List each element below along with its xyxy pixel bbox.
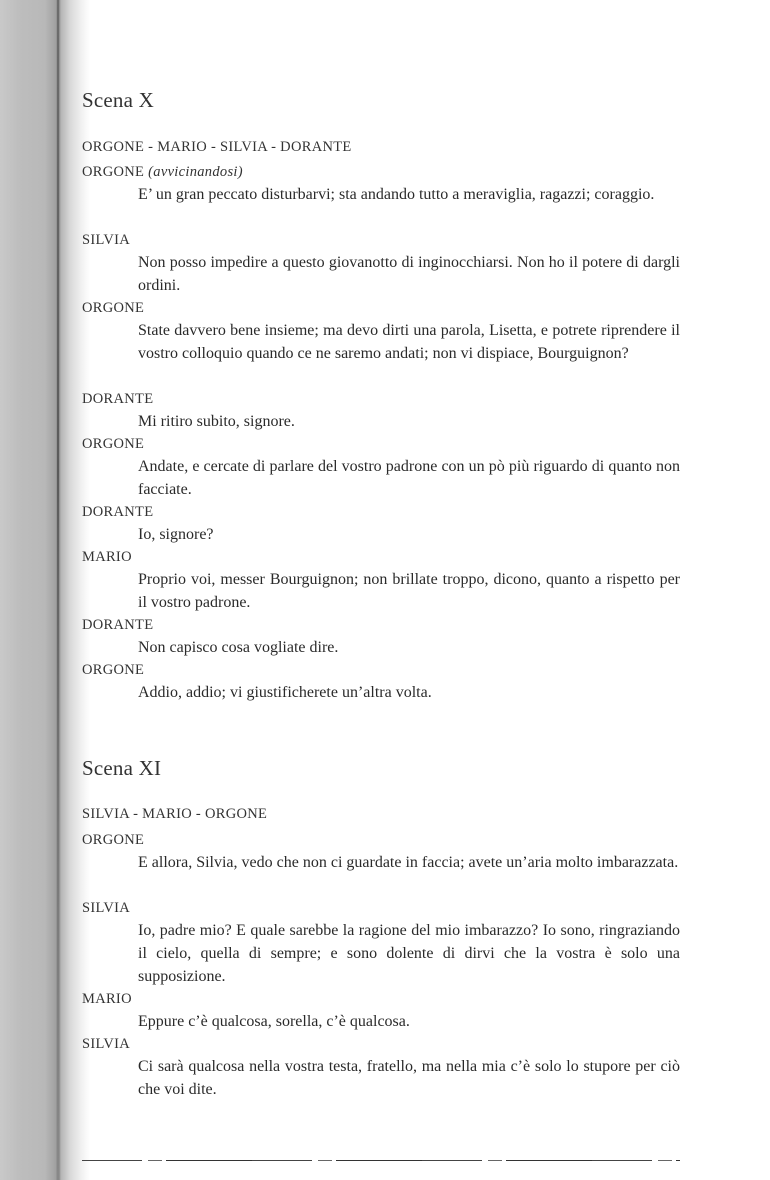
speaker-name: ORGONE <box>82 436 145 452</box>
speaker-name: ORGONE <box>82 662 145 678</box>
speaker-name: SILVIA <box>82 1036 130 1052</box>
speech-text: Andate, e cercate di parlare del vostro padrone con un pò più riguardo di quanto non facciate. <box>138 458 680 498</box>
speech-text: Io, padre mio? E quale sarebbe la ragione del mio imbarazzo? Io sono, ringraziando il cielo, quella di sempre; e sono dolente di dirvi che la vostra è solo una supposizione. <box>138 922 680 985</box>
speech-text: E allora, Silvia, vedo che non ci guardate in faccia; avete un’aria molto imbarazzata. <box>138 854 679 871</box>
stage-direction: (avvicinandosi) <box>148 164 243 180</box>
speech-text: Non posso impedire a questo giovanotto di inginocchiarsi. Non ho il potere di dargli ordini. <box>138 254 680 294</box>
speaker-name: ORGONE <box>82 300 145 316</box>
scene-title: Scena X <box>82 88 154 112</box>
book-gutter-line <box>57 0 59 1180</box>
speech-text: State davvero bene insieme; ma devo dirti una parola, Lisetta, e potrete riprendere il vostro colloquio quando ce ne saremo andati; non vi dispiace, Bourguignon? <box>138 322 680 362</box>
speech-text: Mi ritiro subito, signore. <box>138 413 295 430</box>
speaker-name: DORANTE <box>82 617 154 633</box>
speech-text: Io, signore? <box>138 526 214 543</box>
speaker-name: DORANTE <box>82 504 154 520</box>
footer-rule <box>82 1160 680 1161</box>
speech-text: E’ un gran peccato disturbarvi; sta andando tutto a meraviglia, ragazzi; coraggio. <box>138 186 655 203</box>
speech-text: Ci sarà qualcosa nella vostra testa, fratello, ma nella mia c’è solo lo stupore per ciò che voi dite. <box>138 1058 680 1098</box>
speaker-name: ORGONE <box>82 832 145 848</box>
speech-text: Addio, addio; vi giustificherete un’altra volta. <box>138 684 432 701</box>
speaker-name: SILVIA <box>82 232 130 248</box>
speaker-name: SILVIA <box>82 900 130 916</box>
book-binding-shadow <box>0 0 90 1180</box>
speaker-label: ORGONE <box>82 164 145 180</box>
speech-text: Proprio voi, messer Bourguignon; non brillate troppo, dicono, quanto a rispetto per il vostro padrone. <box>138 571 680 611</box>
speaker-name: DORANTE <box>82 391 154 407</box>
scene-cast: ORGONE - MARIO - SILVIA - DORANTE <box>82 139 352 155</box>
speaker-name <box>82 161 243 183</box>
scene-title: Scena XI <box>82 756 162 780</box>
speech-text: Non capisco cosa vogliate dire. <box>138 639 339 656</box>
scene-cast: SILVIA - MARIO - ORGONE <box>82 806 268 822</box>
speech-text: Eppure c’è qualcosa, sorella, c’è qualcosa. <box>138 1013 410 1030</box>
speaker-name: MARIO <box>82 991 132 1007</box>
speaker-name: MARIO <box>82 549 132 565</box>
